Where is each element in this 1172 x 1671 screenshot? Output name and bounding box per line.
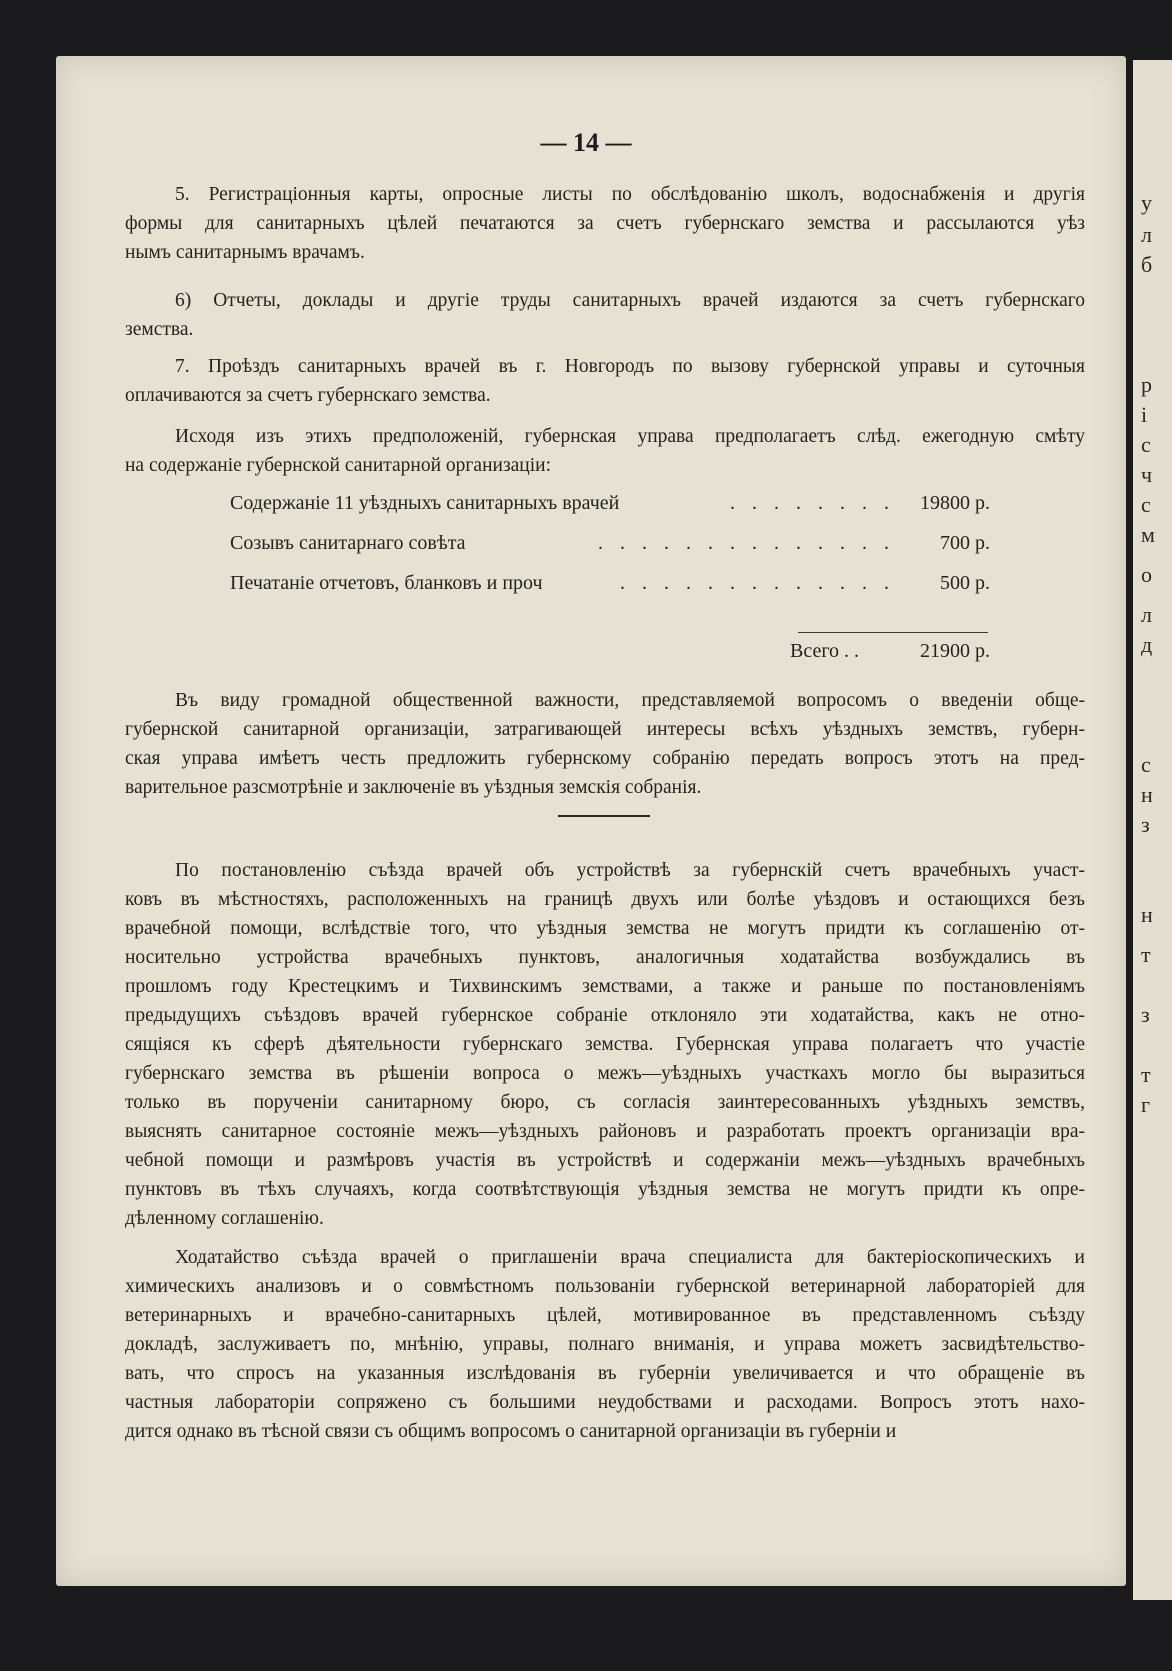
adjacent-page-edge: [1133, 60, 1172, 1600]
paragraph-6: [125, 286, 1085, 344]
total-amount: 21900 р.: [920, 640, 990, 662]
text-line: Исходя изъ этихъ предположеній, губернская управа предполагаетъ слѣд. ежегодную смѣту: [175, 426, 1085, 447]
budget-item-label: Содержаніе 11 уѣздныхъ санитарныхъ врачей: [230, 492, 620, 514]
adjacent-page-fragment: з: [1141, 1002, 1150, 1027]
adjacent-page-fragment: л: [1141, 602, 1152, 627]
text-line: варительное разсмотрѣніе и заключеніе въ уѣздныя земскія собранія.: [125, 777, 702, 798]
adjacent-page-fragment: у: [1141, 190, 1152, 215]
text-line: только въ порученіи санитарному бюро, съ согласія заинтересованныхъ уѣздныхъ земствъ,: [125, 1092, 1085, 1113]
text-line: нымъ санитарнымъ врачамъ.: [125, 242, 365, 263]
text-line: Въ виду громадной общественной важности, представляемой вопросомъ о введеніи обще-: [175, 690, 1085, 711]
adjacent-page-fragment: о: [1141, 562, 1152, 587]
adjacent-page-fragment: с: [1141, 432, 1151, 457]
adjacent-page-fragment: с: [1141, 752, 1151, 777]
text-line: ветеринарныхъ и врачебно-санитарныхъ цѣлей, мотивированное въ представленномъ съѣзду: [125, 1305, 1085, 1326]
text-line: частныя лабораторіи сопряжено съ большими неудобствами и расходами. Вопросъ этотъ нахо-: [125, 1392, 1085, 1413]
text-line: губернскаго земства въ рѣшеніи вопроса о межъ—уѣздныхъ участкахъ могло бы выразиться: [125, 1063, 1085, 1084]
budget-leader-dots: . . . . . . . . . . . . .: [620, 572, 895, 594]
budget-item-amount: 700 р.: [940, 532, 990, 554]
text-line: ковъ въ мѣстностяхъ, расположенныхъ на границѣ двухъ или болѣе уѣздовъ и остающихся безъ: [125, 889, 1085, 910]
adjacent-page-fragment: і: [1141, 402, 1148, 427]
adjacent-page-fragment: б: [1141, 252, 1153, 277]
paragraph-5: [125, 180, 1085, 267]
total-rule: [798, 632, 988, 633]
text-line: предыдущихъ съѣздовъ врачей губернское собраніе отклоняло эти ходатайства, какъ не отно-: [125, 1005, 1085, 1026]
adjacent-page-fragment: т: [1141, 1062, 1151, 1087]
paragraph-petition: [125, 1243, 1085, 1446]
text-line: 5. Регистраціонныя карты, опросные листы по обслѣдованію школъ, водоснабженія и другія: [175, 184, 1085, 205]
text-line: сящіяся къ сферѣ дѣятельности губернскаго земства. Губернская управа полагаетъ что участіе: [125, 1034, 1085, 1055]
adjacent-page-fragment: н: [1141, 782, 1153, 807]
adjacent-page-fragment: л: [1141, 222, 1152, 247]
adjacent-page-fragment: ч: [1141, 462, 1153, 487]
text-line: на содержаніе губернской санитарной организаціи:: [125, 455, 552, 476]
budget-leader-dots: . . . . . . . . . . . . . .: [598, 532, 895, 554]
adjacent-page-fragment: г: [1141, 1092, 1151, 1117]
text-line: пунктовъ въ тѣхъ случаяхъ, когда соотвѣтствующія уѣздныя земства не могутъ придти къ опре-: [125, 1179, 1085, 1200]
adjacent-page-fragment: н: [1141, 902, 1153, 927]
text-line: дѣленному соглашенію.: [125, 1208, 324, 1229]
text-line: врачебной помощи, вслѣдствіе того, что уѣздныя земства не могутъ придти къ соглашенію от-: [125, 918, 1085, 939]
paragraph-7: [125, 352, 1085, 410]
text-line: оплачиваются за счетъ губернскаго земства.: [125, 385, 491, 406]
text-line: Ходатайство съѣзда врачей о приглашеніи врача специалиста для бактеріоскопическихъ и: [175, 1247, 1085, 1268]
text-line: химическихъ анализовъ и о совмѣстномъ пользованіи губернской ветеринарной лабораторіей для: [125, 1276, 1085, 1297]
adjacent-page-fragment: т: [1141, 942, 1151, 967]
text-line: докладѣ, заслуживаетъ по, мнѣнію, управы, полнаго вниманія, и управа можетъ засвидѣтельство-: [125, 1334, 1085, 1355]
text-line: земства.: [125, 319, 194, 340]
budget-item-amount: 500 р.: [940, 572, 990, 594]
page-number: — 14 —: [540, 128, 632, 157]
text-line: 7. Проѣздъ санитарныхъ врачей въ г. Новгородъ по вызову губернской управы и суточныя: [175, 356, 1085, 377]
total-label: Всего . .: [790, 640, 860, 662]
text-line: губернской санитарной организаціи, затрагивающей интересы всѣхъ уѣздныхъ земствъ, губерн-: [125, 719, 1085, 740]
adjacent-page-fragment: р: [1141, 372, 1152, 397]
budget-row: [230, 532, 990, 564]
text-line: формы для санитарныхъ цѣлей печатаются за счетъ губернскаго земства и рассылаются уѣз: [125, 213, 1085, 234]
text-line: носительно устройства врачебныхъ пунктовъ, аналогичныя ходатайства возбуждались въ: [125, 947, 1085, 968]
text-line: дится однако въ тѣсной связи съ общимъ вопросомъ о санитарной организаціи въ губерніи и: [125, 1421, 897, 1442]
budget-row: [230, 572, 990, 604]
budget-item-amount: 19800 р.: [920, 492, 990, 514]
text-line: выяснять санитарное состояніе межъ—уѣздныхъ районовъ и разработать проектъ организаціи вра-: [125, 1121, 1085, 1142]
text-line: чебной помощи и размѣровъ участія въ устройствѣ и содержаніи межъ—уѣздныхъ врачебныхъ: [125, 1150, 1085, 1171]
paragraph-view: [125, 686, 1085, 802]
paragraph-budget-intro: [125, 422, 1085, 480]
text-line: 6) Отчеты, доклады и другіе труды санитарныхъ врачей издаются за счетъ губернскаго: [175, 290, 1085, 311]
budget-item-label: Печатаніе отчетовъ, бланковъ и проч: [230, 572, 543, 594]
text-line: По постановленію съѣзда врачей объ устройствѣ за губернскій счетъ врачебныхъ участ-: [175, 860, 1085, 881]
section-separator: [558, 815, 650, 817]
budget-item-label: Созывъ санитарнаго совѣта: [230, 532, 466, 554]
adjacent-page-fragment: м: [1141, 522, 1155, 547]
paragraph-decree: [125, 856, 1085, 1233]
budget-row: [230, 492, 990, 524]
adjacent-page-fragment: с: [1141, 492, 1151, 517]
text-line: прошломъ году Крестецкимъ и Тихвинскимъ земствами, а также и раньше по постановленіямъ: [125, 976, 1085, 997]
adjacent-page-fragment: з: [1141, 812, 1150, 837]
text-line: вать, что спросъ на указанныя изслѣдованія въ губерніи увеличивается и что обращеніе въ: [125, 1363, 1085, 1384]
adjacent-page-fragment: д: [1141, 632, 1153, 657]
budget-leader-dots: . . . . . . . .: [730, 492, 895, 514]
text-line: ская управа имѣетъ честь предложить губернскому собранію передать вопросъ этотъ на пред-: [125, 748, 1085, 769]
